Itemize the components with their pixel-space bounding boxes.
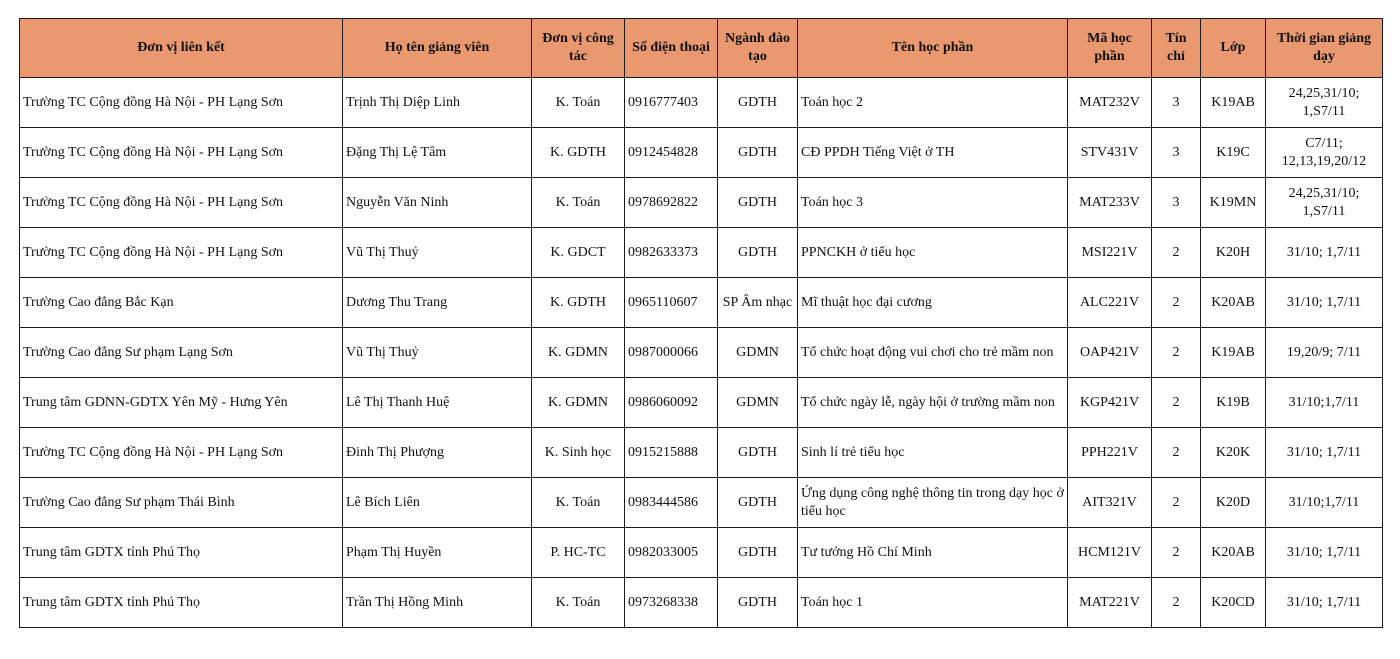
cell-work-unit: K. GDTH (532, 128, 625, 178)
column-header-phone-number: Số điện thoại (625, 19, 718, 78)
cell-credits: 2 (1152, 278, 1201, 328)
cell-training-major: GDTH (718, 428, 798, 478)
cell-partner-unit: Trường Cao đẳng Sư phạm Lạng Sơn (20, 328, 343, 378)
cell-course-name: Toán học 3 (798, 178, 1068, 228)
table-row (20, 128, 1383, 178)
cell-lecturer-name: Vũ Thị Thuỷ (343, 228, 532, 278)
cell-lecturer-name: Đặng Thị Lệ Tâm (343, 128, 532, 178)
cell-work-unit: K. GDMN (532, 378, 625, 428)
cell-class: K20D (1201, 478, 1266, 528)
table-row (20, 178, 1383, 228)
cell-course-code: STV431V (1068, 128, 1152, 178)
cell-course-code: MAT221V (1068, 578, 1152, 628)
cell-class: K19AB (1201, 328, 1266, 378)
cell-phone-number: 0916777403 (625, 78, 718, 128)
cell-training-major: GDTH (718, 228, 798, 278)
cell-course-name: Toán học 1 (798, 578, 1068, 628)
column-header-partner-unit: Đơn vị liên kết (20, 19, 343, 78)
cell-course-name: Tổ chức hoạt động vui chơi cho trẻ mầm non (798, 328, 1068, 378)
cell-partner-unit: Trường Cao đẳng Sư phạm Thái Bình (20, 478, 343, 528)
cell-teaching-time: 24,25,31/10; 1,S7/11 (1266, 78, 1383, 128)
cell-lecturer-name: Lê Thị Thanh Huệ (343, 378, 532, 428)
cell-work-unit: K. Toán (532, 78, 625, 128)
cell-training-major: GDTH (718, 78, 798, 128)
cell-teaching-time: 24,25,31/10; 1,S7/11 (1266, 178, 1383, 228)
cell-teaching-time: 31/10;1,7/11 (1266, 478, 1383, 528)
column-header-teaching-time: Thời gian giảng dạy (1266, 19, 1383, 78)
cell-course-code: HCM121V (1068, 528, 1152, 578)
cell-course-name: Tư tưởng Hồ Chí Minh (798, 528, 1068, 578)
cell-phone-number: 0986060092 (625, 378, 718, 428)
cell-partner-unit: Trung tâm GDNN-GDTX Yên Mỹ - Hưng Yên (20, 378, 343, 428)
column-header-credits: Tín chỉ (1152, 19, 1201, 78)
cell-partner-unit: Trường TC Cộng đồng Hà Nội - PH Lạng Sơn (20, 178, 343, 228)
cell-partner-unit: Trường TC Cộng đồng Hà Nội - PH Lạng Sơn (20, 428, 343, 478)
cell-lecturer-name: Trịnh Thị Diệp Linh (343, 78, 532, 128)
cell-partner-unit: Trường TC Cộng đồng Hà Nội - PH Lạng Sơn (20, 228, 343, 278)
cell-class: K20AB (1201, 528, 1266, 578)
cell-course-code: AIT321V (1068, 478, 1152, 528)
cell-credits: 2 (1152, 428, 1201, 478)
cell-phone-number: 0973268338 (625, 578, 718, 628)
cell-course-name: Ứng dụng công nghệ thông tin trong dạy học ở tiểu học (798, 478, 1068, 528)
cell-lecturer-name: Vũ Thị Thuỷ (343, 328, 532, 378)
cell-course-name: Tổ chức ngày lễ, ngày hội ở trường mầm non (798, 378, 1068, 428)
cell-partner-unit: Trường TC Cộng đồng Hà Nội - PH Lạng Sơn (20, 128, 343, 178)
cell-credits: 3 (1152, 178, 1201, 228)
cell-class: K20K (1201, 428, 1266, 478)
cell-work-unit: K. GDMN (532, 328, 625, 378)
cell-training-major: GDTH (718, 478, 798, 528)
cell-phone-number: 0982633373 (625, 228, 718, 278)
table-row (20, 578, 1383, 628)
cell-partner-unit: Trường TC Cộng đồng Hà Nội - PH Lạng Sơn (20, 78, 343, 128)
cell-training-major: SP Âm nhạc (718, 278, 798, 328)
cell-course-code: OAP421V (1068, 328, 1152, 378)
cell-work-unit: K. GDTH (532, 278, 625, 328)
table-row (20, 78, 1383, 128)
cell-credits: 3 (1152, 78, 1201, 128)
cell-work-unit: K. Toán (532, 178, 625, 228)
cell-work-unit: K. Toán (532, 478, 625, 528)
cell-phone-number: 0912454828 (625, 128, 718, 178)
cell-class: K20CD (1201, 578, 1266, 628)
lecturer-schedule-table (19, 18, 1383, 628)
cell-course-name: CĐ PPDH Tiếng Việt ở TH (798, 128, 1068, 178)
table-body (20, 78, 1383, 628)
cell-teaching-time: 31/10; 1,7/11 (1266, 578, 1383, 628)
column-header-lecturer-name: Họ tên giảng viên (343, 19, 532, 78)
cell-phone-number: 0983444586 (625, 478, 718, 528)
column-header-training-major: Ngành đào tạo (718, 19, 798, 78)
table-row (20, 428, 1383, 478)
cell-course-code: MSI221V (1068, 228, 1152, 278)
cell-phone-number: 0965110607 (625, 278, 718, 328)
cell-class: K19MN (1201, 178, 1266, 228)
cell-course-code: MAT233V (1068, 178, 1152, 228)
table-row (20, 228, 1383, 278)
cell-teaching-time: 31/10; 1,7/11 (1266, 528, 1383, 578)
cell-course-code: ALC221V (1068, 278, 1152, 328)
cell-class: K19AB (1201, 78, 1266, 128)
column-header-work-unit: Đơn vị công tác (532, 19, 625, 78)
cell-class: K20AB (1201, 278, 1266, 328)
cell-phone-number: 0982033005 (625, 528, 718, 578)
cell-work-unit: K. GDCT (532, 228, 625, 278)
cell-credits: 2 (1152, 328, 1201, 378)
cell-credits: 2 (1152, 378, 1201, 428)
cell-course-name: PPNCKH ở tiểu học (798, 228, 1068, 278)
table-header (20, 19, 1383, 78)
cell-credits: 2 (1152, 228, 1201, 278)
cell-credits: 2 (1152, 478, 1201, 528)
header-row (20, 19, 1383, 78)
table-row (20, 478, 1383, 528)
cell-training-major: GDMN (718, 378, 798, 428)
cell-course-name: Toán học 2 (798, 78, 1068, 128)
cell-phone-number: 0978692822 (625, 178, 718, 228)
table-row (20, 278, 1383, 328)
cell-lecturer-name: Phạm Thị Huyền (343, 528, 532, 578)
cell-class: K19B (1201, 378, 1266, 428)
cell-teaching-time: C7/11; 12,13,19,20/12 (1266, 128, 1383, 178)
cell-lecturer-name: Đinh Thị Phượng (343, 428, 532, 478)
cell-credits: 2 (1152, 578, 1201, 628)
cell-lecturer-name: Trần Thị Hồng Minh (343, 578, 532, 628)
cell-lecturer-name: Lê Bích Liên (343, 478, 532, 528)
cell-credits: 2 (1152, 528, 1201, 578)
cell-work-unit: K. Sinh học (532, 428, 625, 478)
cell-lecturer-name: Nguyễn Văn Ninh (343, 178, 532, 228)
cell-course-name: Sinh lí trẻ tiểu học (798, 428, 1068, 478)
cell-course-name: Mĩ thuật học đại cương (798, 278, 1068, 328)
column-header-course-code: Mã học phần (1068, 19, 1152, 78)
cell-partner-unit: Trường Cao đẳng Bắc Kạn (20, 278, 343, 328)
table-row (20, 328, 1383, 378)
cell-training-major: GDTH (718, 128, 798, 178)
cell-teaching-time: 31/10; 1,7/11 (1266, 278, 1383, 328)
column-header-course-name: Tên học phần (798, 19, 1068, 78)
cell-phone-number: 0987000066 (625, 328, 718, 378)
cell-class: K19C (1201, 128, 1266, 178)
cell-teaching-time: 31/10;1,7/11 (1266, 378, 1383, 428)
cell-teaching-time: 31/10; 1,7/11 (1266, 228, 1383, 278)
column-header-class: Lớp (1201, 19, 1266, 78)
cell-teaching-time: 31/10; 1,7/11 (1266, 428, 1383, 478)
cell-training-major: GDTH (718, 528, 798, 578)
cell-work-unit: K. Toán (532, 578, 625, 628)
cell-teaching-time: 19,20/9; 7/11 (1266, 328, 1383, 378)
cell-credits: 3 (1152, 128, 1201, 178)
cell-training-major: GDTH (718, 178, 798, 228)
table-row (20, 378, 1383, 428)
cell-course-code: PPH221V (1068, 428, 1152, 478)
cell-work-unit: P. HC-TC (532, 528, 625, 578)
cell-course-code: KGP421V (1068, 378, 1152, 428)
cell-lecturer-name: Dương Thu Trang (343, 278, 532, 328)
cell-class: K20H (1201, 228, 1266, 278)
cell-partner-unit: Trung tâm GDTX tỉnh Phú Thọ (20, 578, 343, 628)
cell-phone-number: 0915215888 (625, 428, 718, 478)
table-row (20, 528, 1383, 578)
cell-training-major: GDMN (718, 328, 798, 378)
cell-partner-unit: Trung tâm GDTX tỉnh Phú Thọ (20, 528, 343, 578)
cell-training-major: GDTH (718, 578, 798, 628)
cell-course-code: MAT232V (1068, 78, 1152, 128)
